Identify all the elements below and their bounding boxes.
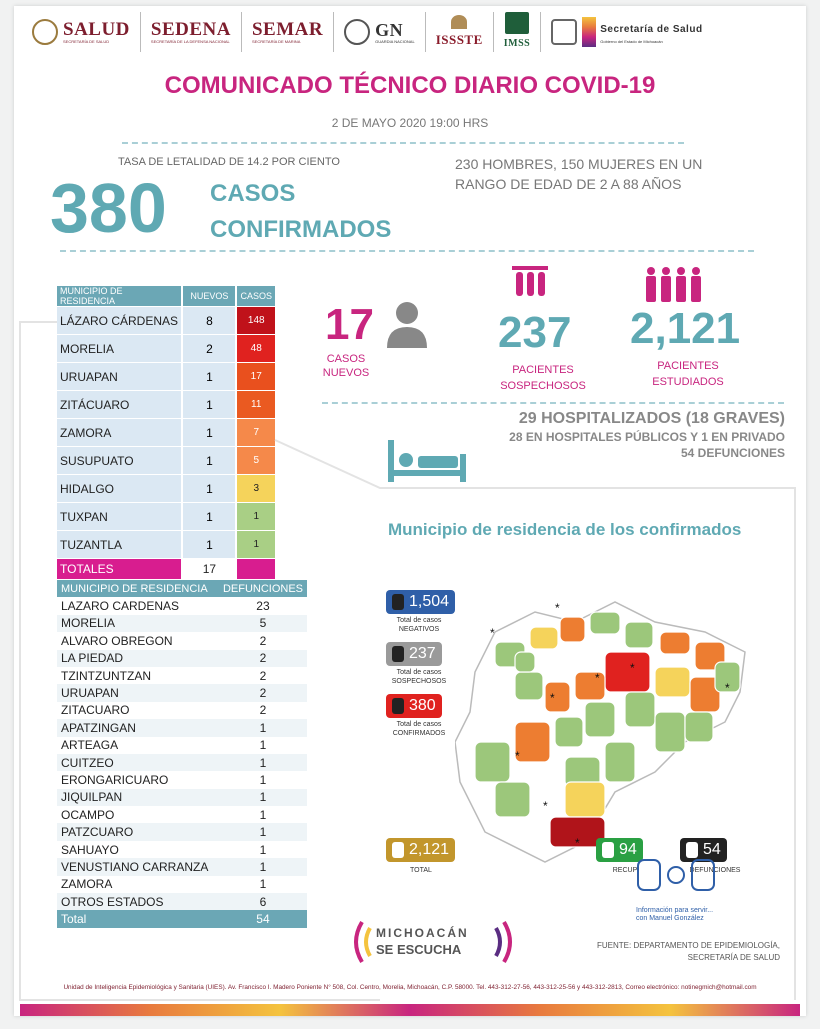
logo-text: ISSSTE bbox=[435, 32, 483, 47]
municipality-cell: VENUSTIANO CARRANZA bbox=[57, 858, 219, 875]
divider bbox=[322, 402, 784, 404]
cases-cell: 17 bbox=[236, 363, 275, 391]
badge-label: RECUP bbox=[612, 867, 638, 874]
municipality-cell: HIDALGO bbox=[57, 475, 182, 503]
new-cases-cell: 8 bbox=[182, 307, 236, 335]
michoacan-map bbox=[455, 592, 755, 872]
label-line: CASOS bbox=[326, 353, 366, 365]
deaths-cell: 1 bbox=[219, 789, 307, 806]
badge-label: Total de casos CONFIRMADOS bbox=[392, 721, 446, 737]
asterisk-marker: * bbox=[543, 799, 548, 813]
logo-text: SEDENA bbox=[150, 18, 231, 40]
badge-value: 2,121 bbox=[409, 841, 450, 858]
totals-value: 54 bbox=[219, 910, 307, 927]
municipality-cell: JIQUILPAN bbox=[57, 789, 219, 806]
logo-sub: SECRETARÍA DE LA DEFENSA NACIONAL bbox=[150, 38, 230, 44]
table-row bbox=[57, 823, 307, 840]
badge-value: 1,504 bbox=[409, 593, 450, 610]
municipality-cell: SAHUAYO bbox=[61, 842, 119, 857]
header-cell: NUEVOS bbox=[182, 286, 236, 307]
asterisk-marker: * bbox=[555, 601, 560, 615]
table-row bbox=[57, 684, 307, 701]
table-row bbox=[57, 893, 307, 910]
deaths-cell: 1 bbox=[219, 754, 307, 771]
table-row bbox=[57, 841, 307, 858]
cases-cell: 11 bbox=[236, 391, 275, 419]
table-row bbox=[57, 737, 307, 754]
deaths-cell: 1 bbox=[259, 877, 267, 892]
logo-text: Secretaría de Salud bbox=[600, 23, 703, 35]
municipality-region bbox=[685, 712, 713, 742]
municipality-cell: OTROS ESTADOS bbox=[57, 893, 219, 910]
new-cases-count: 17 bbox=[325, 300, 374, 349]
municipality-cell: PATZCUARO bbox=[57, 823, 219, 840]
asterisk-marker: * bbox=[515, 749, 520, 763]
logo-sub: GUARDIA NACIONAL bbox=[375, 38, 415, 44]
municipality-region bbox=[495, 782, 530, 817]
suspected-count: 237 bbox=[498, 308, 572, 357]
municipality-region bbox=[655, 712, 685, 752]
municipality-cell: TUZANTLA bbox=[57, 531, 182, 559]
asterisk-marker: * bbox=[490, 626, 495, 640]
person-icon bbox=[392, 646, 404, 662]
table-row bbox=[57, 597, 307, 614]
logo-sub: SECRETARÍA DE SALUD bbox=[63, 38, 110, 44]
municipality-region bbox=[625, 622, 653, 648]
people-group-icon bbox=[644, 266, 704, 304]
municipality-cell: ZITACUARO bbox=[61, 703, 130, 718]
municipality-cell: LAZARO CARDENAS bbox=[61, 599, 180, 614]
label-line: NUEVOS bbox=[322, 367, 370, 379]
municipality-cell: SUSUPUATO bbox=[57, 447, 182, 475]
table-row bbox=[57, 667, 307, 684]
asterisk-marker: * bbox=[595, 671, 600, 685]
studied-count: 2,121 bbox=[630, 304, 741, 353]
badge-label: DEFUNCIONES bbox=[689, 867, 741, 874]
deaths-cell: 5 bbox=[219, 615, 307, 632]
deaths-text: 54 DEFUNCIONES bbox=[680, 446, 785, 460]
municipality-region bbox=[605, 742, 635, 782]
badge-label: Total de casos NEGATIVOS bbox=[396, 617, 442, 633]
report-date: 2 DE MAYO 2020 19:00 HRS bbox=[331, 116, 489, 130]
deaths-cell: 1 bbox=[259, 842, 267, 857]
cases-cell: 1 bbox=[236, 503, 275, 531]
header-cell: MUNICIPIO DE RESIDENCIA bbox=[57, 286, 182, 307]
cases-cell: 148 bbox=[236, 307, 275, 335]
hands-icon bbox=[636, 850, 716, 900]
new-cases-cell: 1 bbox=[182, 391, 236, 419]
deaths-cell: 2 bbox=[259, 633, 267, 648]
municipality-cell: MORELIA bbox=[57, 335, 182, 363]
decorative-stripe bbox=[20, 1004, 800, 1016]
new-cases-cell: 1 bbox=[182, 363, 236, 391]
new-cases-cell: 2 bbox=[182, 335, 236, 363]
lethality-rate: TASA DE LETALIDAD DE 14.2 POR CIENTO bbox=[118, 156, 340, 168]
municipality-region bbox=[515, 722, 550, 762]
logo-line1: MICHOACÁN bbox=[376, 926, 469, 940]
badge-label: TOTAL bbox=[410, 867, 432, 874]
confirmed-badge bbox=[386, 694, 442, 718]
municipality-cell: ALVARO OBREGON bbox=[61, 633, 173, 648]
hospitalized-text: 29 HOSPITALIZADOS (18 GRAVES) bbox=[518, 410, 785, 427]
table-row bbox=[57, 615, 307, 632]
deaths-cell: 2 bbox=[259, 668, 267, 683]
logo-text: SALUD bbox=[63, 18, 130, 40]
header-cell: MUNICIPIO DE RESIDENCIA bbox=[57, 580, 219, 597]
municipality-region bbox=[605, 652, 650, 692]
municipality-region bbox=[655, 667, 690, 697]
municipality-region bbox=[590, 612, 620, 634]
confirmed-label-line1: CASOS bbox=[210, 180, 296, 207]
hospital-split-text: 28 EN HOSPITALES PÚBLICOS Y 1 EN PRIVADO bbox=[509, 430, 785, 444]
cases-cell: 48 bbox=[236, 335, 275, 363]
totals-row bbox=[57, 910, 307, 927]
logo-text: SEMAR bbox=[251, 18, 324, 40]
test-tubes-icon bbox=[512, 266, 548, 298]
watermark-text: Información para servir... con Manuel González bbox=[636, 907, 714, 922]
new-cases-label bbox=[316, 352, 376, 380]
table-row bbox=[57, 806, 307, 823]
municipality-cell: ZITÁCUARO bbox=[57, 391, 182, 419]
deaths-cell: 1 bbox=[259, 738, 267, 753]
new-cases-cell: 1 bbox=[182, 503, 236, 531]
municipality-region bbox=[515, 652, 535, 672]
table-row bbox=[57, 789, 307, 806]
municipality-region bbox=[565, 782, 605, 817]
municipality-region bbox=[515, 672, 543, 700]
deaths-cell: 1 bbox=[219, 719, 307, 736]
deaths-cell: 1 bbox=[219, 823, 307, 840]
totals-label: Total bbox=[57, 910, 219, 927]
confirmed-label-line2: CONFIRMADOS bbox=[210, 216, 392, 243]
logo-text: GN bbox=[375, 19, 404, 40]
logo-line2: SE ESCUCHA bbox=[376, 942, 462, 957]
people-icon bbox=[392, 842, 404, 858]
table-row bbox=[57, 754, 307, 771]
label-line: ESTUDIADOS bbox=[652, 376, 724, 388]
deaths-table bbox=[57, 580, 307, 928]
footer-address: Unidad de Inteligencia Epidemiológica y Sanitaria (UIES). Av. Francisco I. Madero Poniente N° 508, Col. Centro, Morelia, Michoacán, C.P. 58000. Tel. 443-312-27-56, 443-312-25-56 y 443-312-2813, Correo electrónico: notinegmich@hotmail.com bbox=[63, 984, 757, 991]
label-line: SOSPECHOSOS bbox=[500, 380, 586, 392]
table-row bbox=[57, 650, 307, 667]
hospitalization-summary bbox=[440, 410, 785, 460]
municipality-region bbox=[475, 742, 510, 782]
asterisk-marker: * bbox=[575, 836, 580, 850]
municipality-region bbox=[575, 672, 605, 700]
negatives-badge bbox=[386, 590, 455, 614]
people-icon bbox=[602, 842, 614, 858]
deaths-cell: 2 bbox=[219, 684, 307, 701]
badge-value: 237 bbox=[409, 645, 436, 662]
deaths-cell: 1 bbox=[219, 858, 307, 875]
municipality-region bbox=[545, 682, 570, 712]
totals-value: 17 bbox=[182, 559, 236, 580]
municipality-cell: LA PIEDAD bbox=[57, 650, 219, 667]
badge-value: 380 bbox=[409, 697, 436, 714]
municipality-region bbox=[530, 627, 558, 649]
table-row bbox=[57, 858, 307, 875]
confirmed-count: 380 bbox=[50, 169, 167, 247]
cases-cell: 7 bbox=[236, 419, 275, 447]
header-cell: DEFUNCIONES bbox=[219, 580, 307, 597]
municipality-cell: URUAPAN bbox=[57, 684, 219, 701]
municipality-cell: MORELIA bbox=[57, 615, 219, 632]
badge-value: 54 bbox=[703, 841, 721, 858]
watermark bbox=[636, 850, 716, 922]
table-row bbox=[57, 719, 307, 736]
table-header bbox=[57, 580, 307, 597]
table-row bbox=[57, 771, 307, 788]
person-icon bbox=[392, 698, 404, 714]
person-icon bbox=[392, 594, 404, 610]
suspected-label bbox=[488, 362, 598, 394]
asterisk-marker: * bbox=[630, 661, 635, 675]
badge-label: Total de casos SOSPECHOSOS bbox=[391, 669, 447, 685]
municipality-cell: TZINTZUNTZAN bbox=[61, 668, 151, 683]
deaths-cell: 2 bbox=[219, 650, 307, 667]
totals-label: TOTALES bbox=[57, 559, 182, 580]
badge-value: 94 bbox=[619, 841, 637, 858]
cases-cell: 1 bbox=[236, 531, 275, 559]
new-cases-cell: 1 bbox=[182, 419, 236, 447]
municipality-cell: ZAMORA bbox=[61, 877, 113, 892]
michoacan-se-escucha-logo bbox=[348, 914, 528, 975]
deaths-cell: 1 bbox=[259, 807, 267, 822]
municipality-cell: APATZINGAN bbox=[57, 719, 219, 736]
municipality-cell: OCAMPO bbox=[61, 807, 115, 822]
municipality-cell: ARTEAGA bbox=[61, 738, 119, 753]
logo-sub: SECRETARÍA DE MARINA bbox=[251, 38, 301, 44]
municipality-cell: LÁZARO CÁRDENAS bbox=[57, 307, 182, 335]
source-note: FUENTE: DEPARTAMENTO DE EPIDEMIOLOGÍA, SECRETARÍA DE SALUD bbox=[597, 941, 780, 962]
table-row bbox=[57, 876, 307, 893]
municipality-region bbox=[585, 702, 615, 737]
municipality-cell: ERONGARICUARO bbox=[61, 772, 169, 787]
deaths-cell: 1 bbox=[259, 772, 267, 787]
deaths-cell: 23 bbox=[256, 599, 270, 614]
cases-cell: 5 bbox=[236, 447, 275, 475]
municipality-cell: URUAPAN bbox=[57, 363, 182, 391]
municipality-cell: ZAMORA bbox=[57, 419, 182, 447]
demographics: 230 HOMBRES, 150 MUJERES EN UN RANGO DE EDAD DE 2 A 88 AÑOS bbox=[455, 156, 703, 192]
municipality-cell: CUITZEO bbox=[57, 754, 219, 771]
header-cell: CASOS bbox=[236, 286, 275, 307]
municipality-region bbox=[555, 717, 583, 747]
cases-cell: 3 bbox=[236, 475, 275, 503]
table-row bbox=[57, 632, 307, 649]
new-cases-cell: 1 bbox=[182, 475, 236, 503]
new-cases-cell: 1 bbox=[182, 531, 236, 559]
deaths-cell: 2 bbox=[259, 703, 267, 718]
table-row bbox=[57, 702, 307, 719]
asterisk-marker: * bbox=[550, 691, 555, 705]
new-cases-cell: 1 bbox=[182, 447, 236, 475]
municipality-cell: TUXPAN bbox=[57, 503, 182, 531]
person-icon bbox=[385, 300, 429, 348]
municipality-region bbox=[625, 692, 655, 727]
label-line: PACIENTES bbox=[512, 364, 574, 376]
asterisk-marker: * bbox=[725, 681, 730, 695]
logo-sub: Gobierno del Estado de Michoacán bbox=[600, 38, 663, 44]
page-title: COMUNICADO TÉCNICO DIARIO COVID-19 bbox=[164, 72, 656, 99]
deaths-cell: 6 bbox=[219, 893, 307, 910]
logo-text: IMSS bbox=[503, 37, 531, 49]
map-title: Municipio de residencia de los confirmados bbox=[388, 520, 742, 539]
suspected-badge bbox=[386, 642, 442, 666]
label-line: PACIENTES bbox=[657, 360, 719, 372]
municipality-region bbox=[560, 617, 585, 642]
studied-label bbox=[628, 358, 748, 390]
total-badge bbox=[386, 838, 455, 862]
municipality-region bbox=[660, 632, 690, 654]
